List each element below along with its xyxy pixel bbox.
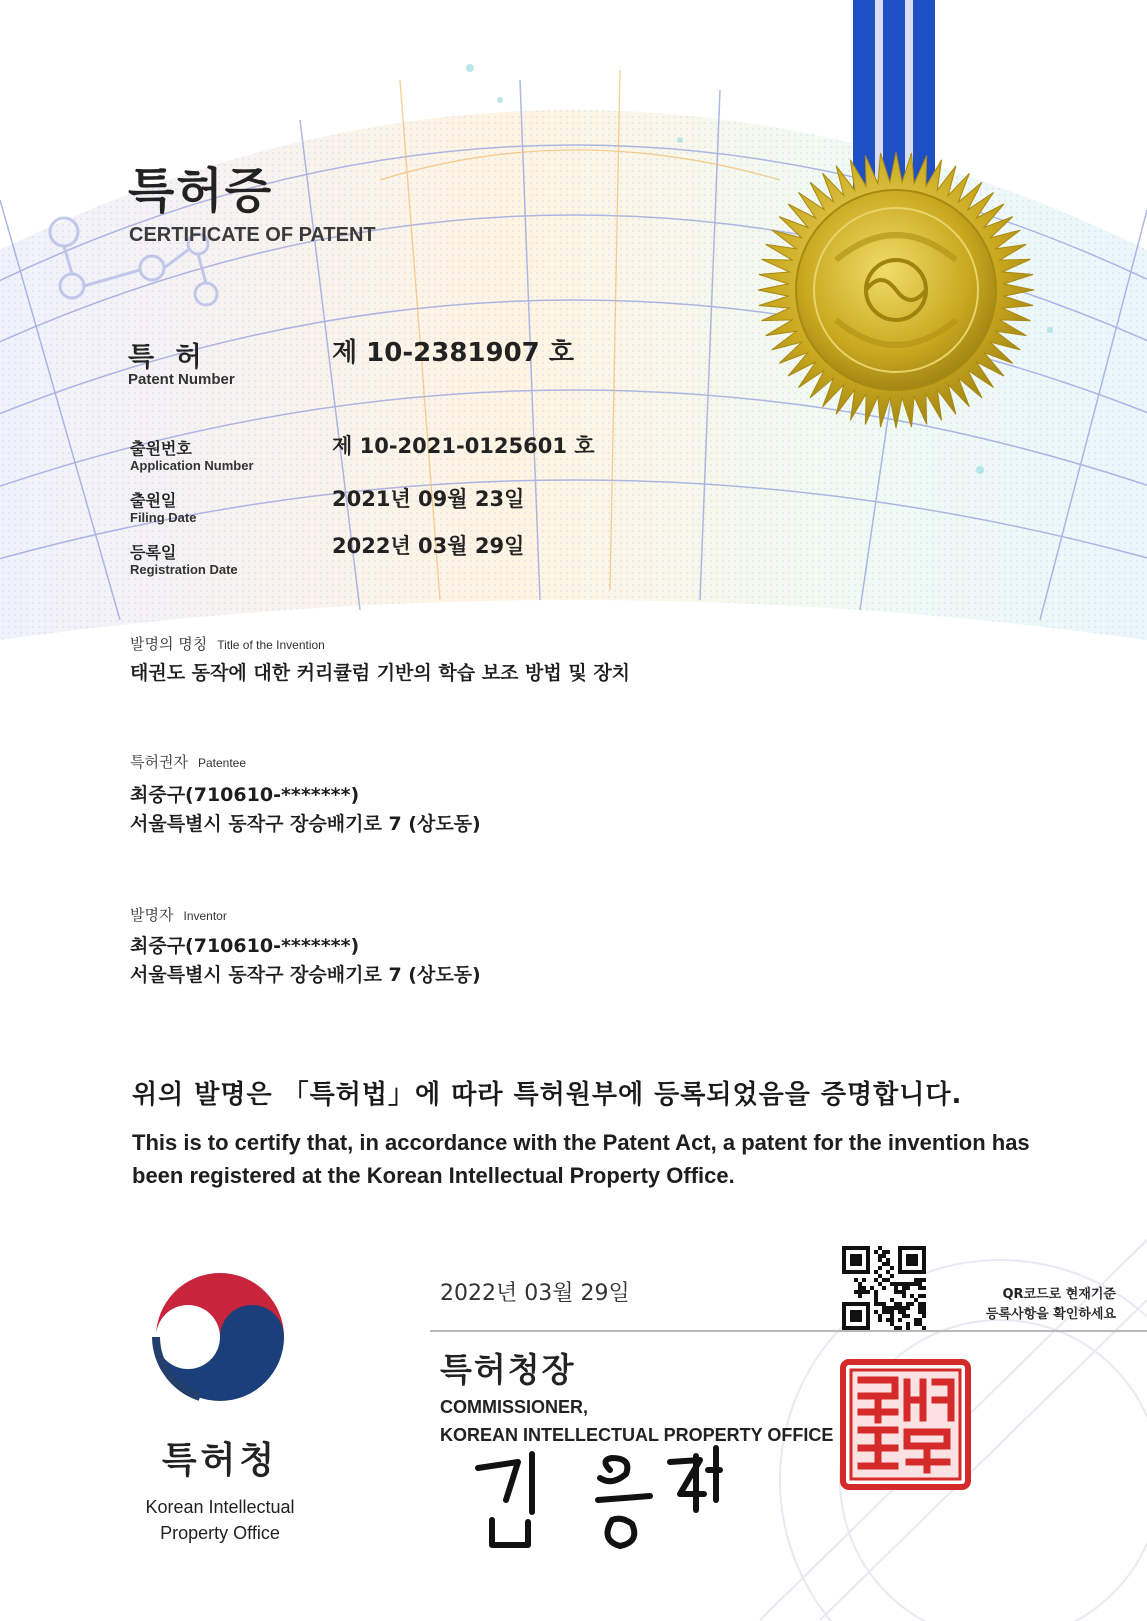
inventor-name: 최중구(710610-*******) bbox=[130, 935, 360, 957]
commissioner-title-en-line2: KOREAN INTELLECTUAL PROPERTY OFFICE bbox=[440, 1425, 834, 1445]
qr-instruction-line1: QR코드로 현재기준 bbox=[1002, 1287, 1116, 1302]
patent-number-value: 제 10-2381907 호 bbox=[332, 338, 574, 368]
qr-instruction-line2: 등록사항을 확인하세요 bbox=[985, 1307, 1116, 1322]
certificate-title-ko: 특허증 bbox=[128, 163, 274, 219]
office-name-en bbox=[115, 1494, 325, 1546]
patent-number-label-en: Patent Number bbox=[128, 371, 235, 388]
patentee-label-en: Patentee bbox=[197, 756, 247, 770]
patent-number-label-ko: 특 허 bbox=[128, 342, 208, 373]
kipo-logo bbox=[154, 1280, 286, 1410]
registration-date-label-en: Registration Date bbox=[130, 562, 238, 577]
official-seal-stamp bbox=[843, 1362, 968, 1487]
patentee-name: 최중구(710610-*******) bbox=[130, 784, 360, 806]
registration-date-label-ko: 등록일 bbox=[130, 543, 177, 562]
application-number-value: 제 10-2021-0125601 호 bbox=[332, 434, 595, 458]
certification-statement-ko: 위의 발명은 「특허법」에 따라 특허원부에 등록되었음을 증명합니다. bbox=[132, 1080, 963, 1110]
inventor-label-ko: 발명자 bbox=[130, 906, 174, 924]
gold-seal-emblem bbox=[760, 0, 1035, 430]
certification-statement-en: This is to certify that, in accordance with the Patent Act, a patent for the invention has been registered at the Korean Intellectual Property Office. bbox=[132, 1130, 1030, 1188]
issue-date: 2022년 03월 29일 bbox=[440, 1281, 630, 1306]
invention-title: 태권도 동작에 대한 커리큘럼 기반의 학습 보조 방법 및 장치 bbox=[130, 662, 631, 684]
application-number-label-en: Application Number bbox=[130, 458, 254, 473]
invention-label-en: Title of the Invention bbox=[217, 638, 325, 652]
inventor-label bbox=[130, 904, 227, 925]
inventor-address: 서울특별시 동작구 장승배기로 7 (상도동) bbox=[130, 964, 481, 986]
commissioner-title-ko: 특허청장 bbox=[440, 1350, 576, 1389]
issuer-divider bbox=[430, 1330, 1147, 1332]
patentee-address: 서울특별시 동작구 장승배기로 7 (상도동) bbox=[130, 813, 481, 835]
office-name-en-line2: Property Office bbox=[160, 1523, 280, 1543]
inventor-label-en: Inventor bbox=[183, 909, 227, 923]
verification-qr-code[interactable] bbox=[842, 1246, 926, 1330]
application-number-label-ko: 출원번호 bbox=[130, 439, 192, 458]
commissioner-title-en bbox=[440, 1393, 833, 1449]
invention-label-ko: 발명의 명칭 bbox=[130, 635, 208, 653]
filing-date-label-en: Filing Date bbox=[130, 510, 197, 525]
filing-date-value: 2021년 09월 23일 bbox=[332, 487, 525, 511]
office-name-ko: 특허청 bbox=[161, 1440, 279, 1481]
registration-date-value: 2022년 03월 29일 bbox=[332, 534, 525, 558]
patentee-label-ko: 특허권자 bbox=[130, 753, 188, 771]
commissioner-title-en-line1: COMMISSIONER, bbox=[440, 1397, 589, 1417]
certificate-title-en: CERTIFICATE OF PATENT bbox=[129, 224, 376, 246]
commissioner-signature bbox=[470, 1450, 730, 1560]
patentee-label bbox=[130, 751, 246, 772]
invention-label bbox=[130, 633, 325, 654]
filing-date-label-ko: 출원일 bbox=[130, 491, 177, 510]
qr-instruction bbox=[936, 1285, 1116, 1325]
office-name-en-line1: Korean Intellectual bbox=[145, 1497, 295, 1517]
